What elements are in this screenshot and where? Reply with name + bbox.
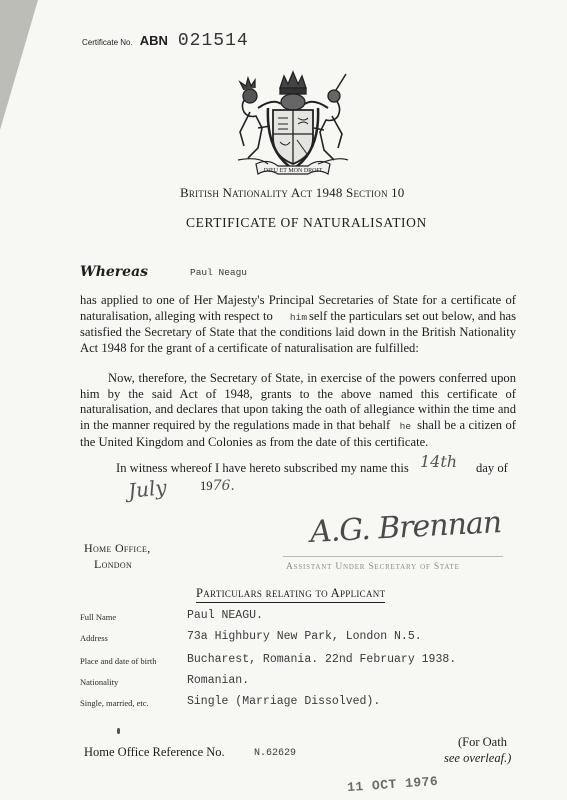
particulars-label: Single, married, etc. — [80, 698, 149, 708]
oath-note-line2: see overleaf.) — [444, 751, 512, 765]
certificate-number-label: Certificate No. — [82, 38, 133, 47]
witness-year — [200, 478, 235, 494]
whereas-label: Whereas — [80, 264, 149, 280]
particulars-label: Full Name — [80, 612, 117, 622]
certificate-serial: 021514 — [177, 31, 249, 51]
date-stamp: 11 OCT 1976 — [346, 773, 439, 796]
particulars-label: Nationality — [80, 677, 119, 687]
particulars-value: Paul NEAGU. — [187, 609, 263, 622]
witness-year-suffix: 76. — [212, 478, 235, 494]
particulars-value: Single (Marriage Dissolved). — [187, 695, 381, 708]
witness-text: In witness whereof I have hereto subscribed my name this — [116, 461, 409, 475]
paragraph1-pronoun: him — [289, 311, 308, 323]
royal-coat-of-arms-icon — [228, 68, 358, 180]
applicant-name-typed: Paul Neagu — [190, 267, 248, 278]
witness-month: July — [126, 475, 168, 503]
office-line2: London — [94, 557, 133, 571]
paragraph2-pronoun: he — [399, 421, 412, 433]
particulars-heading: Particulars relating to Applicant — [196, 586, 385, 603]
signature: A.G. Brennan — [309, 505, 502, 550]
signatory-title: Assistant Under Secretary of State — [286, 562, 460, 572]
act-line: British Nationality Act 1948 Section 10 — [180, 185, 405, 200]
ink-mark — [117, 728, 120, 734]
paragraph1-part1: has applied to one of Her Majesty's Principal Secretaries of State for a certificate of naturalisation, alleging with respect to — [80, 293, 516, 323]
particulars-label: Place and date of birth — [80, 656, 157, 666]
application-paragraph — [80, 293, 516, 357]
particulars-value: Bucharest, Romania. 22nd February 1938. — [187, 653, 457, 666]
certificate-series: ABN — [139, 33, 168, 48]
particulars-label: Address — [80, 633, 108, 643]
certificate-number — [82, 31, 249, 51]
signature-rule — [283, 556, 503, 557]
particulars-value: Romanian. — [187, 674, 250, 687]
witness-day-of: day of — [476, 461, 508, 475]
paragraph1-part2: self the particulars set out below, and has satisfied the Secretary of State that the conditions laid down in the British Nationality Act 1948 for the grant of a certificate of naturalisation are fulfilled: — [80, 308, 517, 356]
reference-value: N.62629 — [254, 748, 297, 759]
motto-text: DIEU ET MON DROIT — [263, 168, 323, 174]
certificate-title: CERTIFICATE OF NATURALISATION — [186, 215, 427, 230]
witness-year-prefix: 19 — [200, 479, 213, 493]
particulars-value: 73a Highbury New Park, London N.5. — [187, 630, 422, 643]
oath-note-line1: (For Oath — [458, 735, 507, 749]
paragraph2-part1: Now, therefore, the Secretary of State, in exercise of the powers conferred upon him by the said Act of 1948, grants to the above named this certificate of naturalisation, and declares that upon taking the oath of allegiance within the time and in the manner required by the regulations made in that behalf — [80, 371, 516, 433]
page-corner-shadow — [0, 0, 38, 130]
office-line1: Home Office, — [84, 541, 151, 555]
grant-paragraph — [80, 371, 516, 451]
reference-label: Home Office Reference No. — [84, 745, 225, 759]
paragraph2-part2: shall be a citizen of the United Kingdom and Colonies as from the date of this certificate. — [80, 418, 516, 449]
witness-day: 14th — [420, 452, 458, 471]
